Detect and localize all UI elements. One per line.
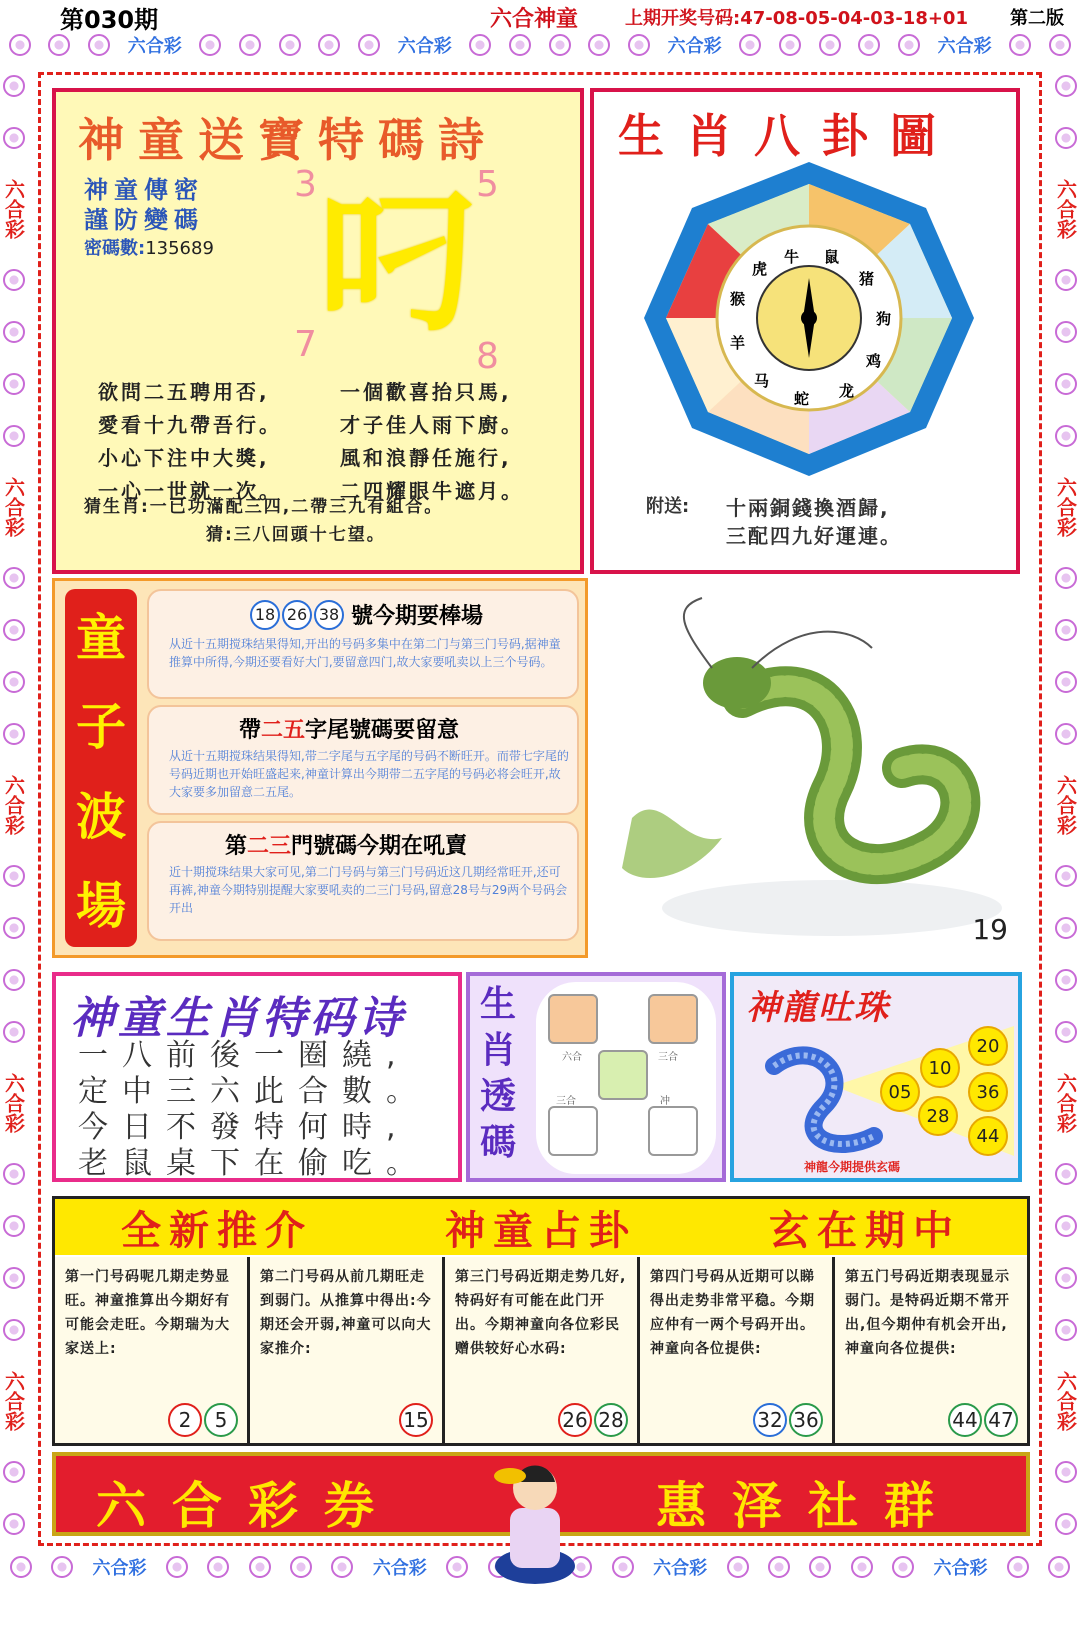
issue-number: 第030期: [60, 6, 159, 34]
tip-box-1-text: 从近十五期搅珠结果得知,开出的号码多集中在第二门与第三门号码,据神童推算中所得,今期还要看好大门,要留意四门,故大家要吼卖以上三个号码。: [169, 637, 561, 669]
dragon-number: 19: [972, 913, 1008, 946]
dragon-illustration: [602, 588, 1012, 948]
edition-label: 第二版: [1010, 8, 1064, 29]
zodiac-poem-line: 今日不發特何時,: [78, 1110, 410, 1145]
border-tag: 六合彩: [1, 1371, 26, 1431]
tip-box-3: [147, 821, 579, 941]
pearl-ball: 28: [918, 1096, 958, 1136]
zodiac-poem-panel: [52, 972, 462, 1182]
border-tag: 六合彩: [933, 1558, 988, 1579]
tiger-icon: [648, 994, 698, 1044]
zodiac-label: 羊: [730, 334, 746, 352]
doors-banner: [55, 1199, 1027, 1255]
banner-left: 全新推介: [121, 1207, 313, 1254]
zodiac-code-panel: [466, 972, 726, 1182]
border-tag: 六合彩: [1053, 1371, 1078, 1431]
border-tag: 六合彩: [1053, 775, 1078, 835]
zodiac-label: 龙: [839, 382, 855, 400]
zodiac-label: 马: [754, 372, 770, 390]
poem-line: 愛看十九帶吾行。: [98, 413, 282, 437]
right-border-strip: [1052, 60, 1080, 1550]
last-draw: [625, 4, 968, 30]
dragon-pearl-caption: 神龍今期提供玄碼: [804, 1160, 901, 1174]
extra-line-2: 三配四九好運連。: [726, 524, 902, 548]
tip-box-1: [147, 589, 579, 699]
bagua-title: 生肖八卦圖: [618, 109, 958, 163]
number-ball: 2: [168, 1403, 202, 1437]
zodiac-label: 鼠: [824, 248, 840, 266]
tip-box-3-title: [225, 829, 467, 860]
title-part: 門號碼今期在吼賣: [291, 834, 468, 859]
corner-number-br: 8: [476, 336, 499, 377]
title-part: 帶: [239, 718, 262, 743]
door-column: [445, 1257, 640, 1443]
tip-box-2-text: 从近十五期搅珠结果得知,带二字尾与五字尾的号码不断旺开。而带七字尾的号码近期也开始旺盛起来,神童计算出今期带二五字尾的号码必将会旺开,故大家要多加留意二五尾。: [169, 749, 569, 799]
extra-label: 附送:: [646, 496, 690, 517]
footer-left: 六合彩券: [96, 1477, 400, 1535]
title-char: 肖: [480, 1030, 517, 1071]
extra-line-1: 十兩銅錢換酒歸,: [726, 496, 890, 520]
border-tag: 六合彩: [372, 1558, 427, 1579]
zodiac-poem-title: 神童生肖特码诗: [70, 993, 406, 1044]
secret-line-1: 神童傳密: [84, 176, 204, 204]
border-tag: 六合彩: [1, 1073, 26, 1133]
number-ball: 26: [558, 1403, 592, 1437]
number-ball: 26: [282, 600, 312, 630]
boy-wave-panel: [52, 578, 588, 958]
title-char: 透: [480, 1076, 517, 1117]
number-ball: 32: [753, 1403, 787, 1437]
guess-zodiac: 猜生肖:一已功滿配三四,二帶三九有組合。: [84, 497, 444, 517]
door-numbers: [557, 1403, 629, 1437]
title-part: 字尾號碼要留意: [305, 718, 460, 743]
zodiac-poem-line: 一八前後一圈繞,: [78, 1038, 410, 1073]
border-tag: 六合彩: [937, 36, 992, 57]
poem-line: 欲問二五聘用否,: [98, 380, 270, 404]
dragon-panel: [592, 578, 1022, 958]
corner-number-tl: 3: [294, 164, 317, 205]
door-column: [640, 1257, 835, 1443]
corner-number-tr: 5: [476, 164, 499, 205]
zodiac-label: 猪: [859, 270, 875, 288]
relation-label: 三合: [556, 1096, 576, 1107]
big-character: 叼: [318, 166, 479, 353]
title-highlight: 二三: [247, 834, 292, 859]
zodiac-poem-line: 定中三六此合數。: [78, 1074, 430, 1109]
door-column: [835, 1257, 1027, 1443]
relation-label: 冲: [660, 1096, 670, 1107]
title-char: 生: [480, 984, 517, 1025]
doors-panel: [52, 1196, 1030, 1446]
dragon-pearl-panel: [730, 972, 1022, 1182]
number-ball: 44: [948, 1403, 982, 1437]
code-row: [84, 234, 214, 260]
door-text: 第二门号码从前几期旺走到弱门。从推算中得出:今期还会开弱,神童可以向大家推介:: [260, 1269, 432, 1357]
dragon-pearl-title: 神龍吐珠: [746, 988, 890, 1028]
guess-line: 猜:三八回頭十七望。: [206, 525, 386, 545]
top-border-strip: [0, 30, 1080, 60]
border-tag: 六合彩: [1053, 179, 1078, 239]
side-title-char: 波: [76, 787, 126, 846]
deer-icon: [548, 994, 598, 1044]
relation-label: 六合: [562, 1052, 582, 1063]
tip-box-3-text: 近十期搅珠结果大家可见,第二门号码与第三门号码近这几期经常旺开,还可再裤,神童今期特别提醒大家要吼卖的二三门号码,留意28号与29两个号码会开出: [169, 865, 568, 915]
pearl-ball: 20: [968, 1026, 1008, 1066]
tip-box-2-title: [239, 713, 459, 744]
zodiac-poem-line: 老鼠桌下在偷吃。: [78, 1146, 430, 1181]
doors-row: [55, 1257, 1027, 1443]
tip-box-1-header: [249, 599, 483, 630]
brand-title: 六合神童: [490, 7, 579, 32]
poem-panel: [52, 88, 584, 574]
border-tag: 六合彩: [1, 477, 26, 537]
zodiac-poem-lines: [78, 1038, 430, 1182]
side-title-char: 子: [76, 698, 126, 757]
border-tag: 六合彩: [1053, 1073, 1078, 1133]
border-tag: 六合彩: [1, 775, 26, 835]
zodiac-label: 狗: [876, 310, 892, 328]
lion-icon: [548, 1106, 598, 1156]
border-tag: 六合彩: [1053, 477, 1078, 537]
pearl-ball: 36: [968, 1072, 1008, 1112]
border-tag: 六合彩: [92, 1558, 147, 1579]
code-label: 密碼數:: [84, 238, 146, 259]
door-numbers: [752, 1403, 824, 1437]
tip-box-1-title: 號今期要棒場: [351, 604, 484, 629]
poem-line: 一個歡喜抬只馬,: [340, 380, 512, 404]
border-tag: 六合彩: [667, 36, 722, 57]
title-char: 碼: [480, 1122, 517, 1163]
door-numbers: [947, 1403, 1019, 1437]
border-tag: 六合彩: [653, 1558, 708, 1579]
poem-line: 二四耀眼牛遮月。: [340, 479, 524, 503]
pearl-ball: 44: [968, 1116, 1008, 1156]
poem-right: [340, 376, 524, 504]
poem-panel-title: 神童送寶特碼詩: [78, 113, 498, 167]
number-ball: 28: [594, 1403, 628, 1437]
footer-right: 惠泽社群: [656, 1477, 960, 1535]
number-ball: 5: [204, 1403, 238, 1437]
poem-line: 一心一世就一次。: [98, 479, 282, 503]
code-value: 135689: [145, 238, 214, 259]
door-text: 第五门号码近期表现显示弱门。是特码近期不常开出,但今期仲有机会开出,神童向各位提供:: [845, 1269, 1010, 1357]
number-ball: 15: [399, 1403, 433, 1437]
border-tag: 六合彩: [1, 179, 26, 239]
last-draw-label: 上期开奖号码:: [625, 8, 741, 29]
zodiac-label: 蛇: [794, 390, 810, 408]
number-ball: 36: [789, 1403, 823, 1437]
door-numbers: [398, 1403, 434, 1437]
door-text: 第一门号码呢几期走势显旺。神童推算出今期好有可能会走旺。今期瑞为大家送上:: [65, 1269, 230, 1357]
bagua-panel: [590, 88, 1020, 574]
secret-line-2: 謹防變碼: [84, 206, 204, 234]
title-part: 第: [225, 834, 248, 859]
door-text: 第三门号码近期走势几好,特码好有可能在此门开出。今期神童向各位彩民赠供较好心水码:: [455, 1269, 627, 1357]
door-text: 第四门号码从近期可以睇得出走势非常平稳。今期应仲有一两个号码开出。神童向各位提供:: [650, 1269, 815, 1357]
poem-line: 才子佳人雨下廚。: [340, 413, 524, 437]
left-border-strip: [0, 60, 28, 1550]
rat-icon: [648, 1106, 698, 1156]
zodiac-labels: [634, 158, 984, 488]
corner-number-bl: 7: [294, 324, 317, 365]
zodiac-label: 牛: [784, 248, 800, 266]
zodiac-label: 虎: [752, 260, 768, 278]
tip-box-2: [147, 705, 579, 815]
zodiac-label: 鸡: [866, 352, 882, 370]
pearl-ball: 10: [920, 1048, 960, 1088]
banner-right: 玄在期中: [769, 1207, 961, 1254]
poem-left: [98, 376, 282, 504]
border-tag: 六合彩: [397, 36, 452, 57]
number-ball: 38: [314, 600, 344, 630]
poem-line: 小心下注中大獎,: [98, 446, 270, 470]
door-numbers: [167, 1403, 239, 1437]
title-highlight: 二五: [261, 718, 306, 743]
zodiac-label: 猴: [730, 290, 746, 308]
zodiac-code-title: [480, 982, 516, 1166]
poem-line: 風和浪靜任施行,: [340, 446, 512, 470]
number-ball: 18: [250, 600, 280, 630]
door-column: [250, 1257, 445, 1443]
side-title-char: 場: [76, 877, 126, 936]
last-draw-numbers: 47-08-05-04-03-18+01: [740, 8, 968, 29]
border-tag: 六合彩: [127, 36, 182, 57]
monkey-icon: [598, 1050, 648, 1100]
side-title-char: 童: [76, 608, 126, 667]
side-title-box: [65, 589, 137, 947]
relation-label: 三合: [658, 1052, 678, 1063]
boy-mascot-icon: [480, 1446, 590, 1586]
pearl-ball: 05: [880, 1072, 920, 1112]
door-column: [55, 1257, 250, 1443]
number-ball: 47: [984, 1403, 1018, 1437]
banner-mid: 神童占卦: [445, 1207, 637, 1254]
